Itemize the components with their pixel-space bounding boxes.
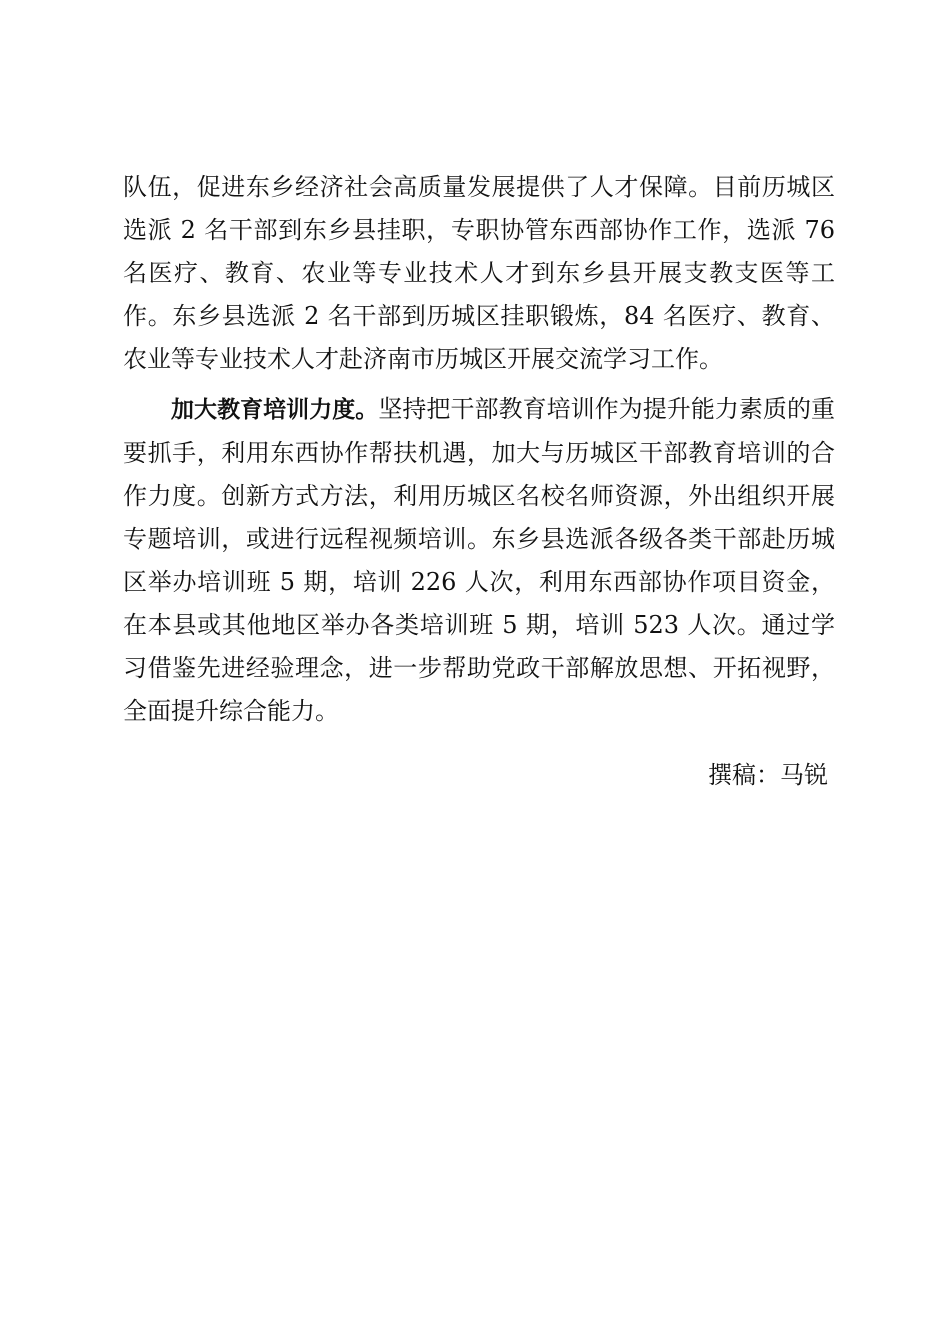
paragraph-talent-exchange: 队伍，促进东乡经济社会高质量发展提供了人才保障。目前历城区选派 2 名干部到东乡县挂职，专职协管东西部协作工作，选派 76 名医疗、教育、农业等专业技术人才到东乡县开展支教支医等工作。东乡县选派 2 名干部到历城区挂职锻炼，84 名医疗、教育、农业等专业技术人才赴济南市历城区开展交流学习工作。	[123, 173, 835, 373]
paragraph-heading: 加大教育培训力度。	[171, 397, 379, 423]
paragraph-education-training	[123, 388, 835, 733]
author-signature: 撰稿：马锐	[708, 761, 828, 789]
paragraph-body: 坚持把干部教育培训作为提升能力素质的重要抓手，利用东西协作帮扶机遇，加大与历城区干部教育培训的合作力度。创新方式方法，利用历城区名校名师资源，外出组织开展专题培训，或进行远程视频培训。东乡县选派各级各类干部赴历城区举办培训班 5 期，培训 226 人次，利用东西部协作项目资金，在本县或其他地区举办各类培训班 5 期，培训 523 人次。通过学习借鉴先进经验理念，进一步帮助党政干部解放思想、开拓视野，全面提升综合能力。	[123, 395, 836, 725]
